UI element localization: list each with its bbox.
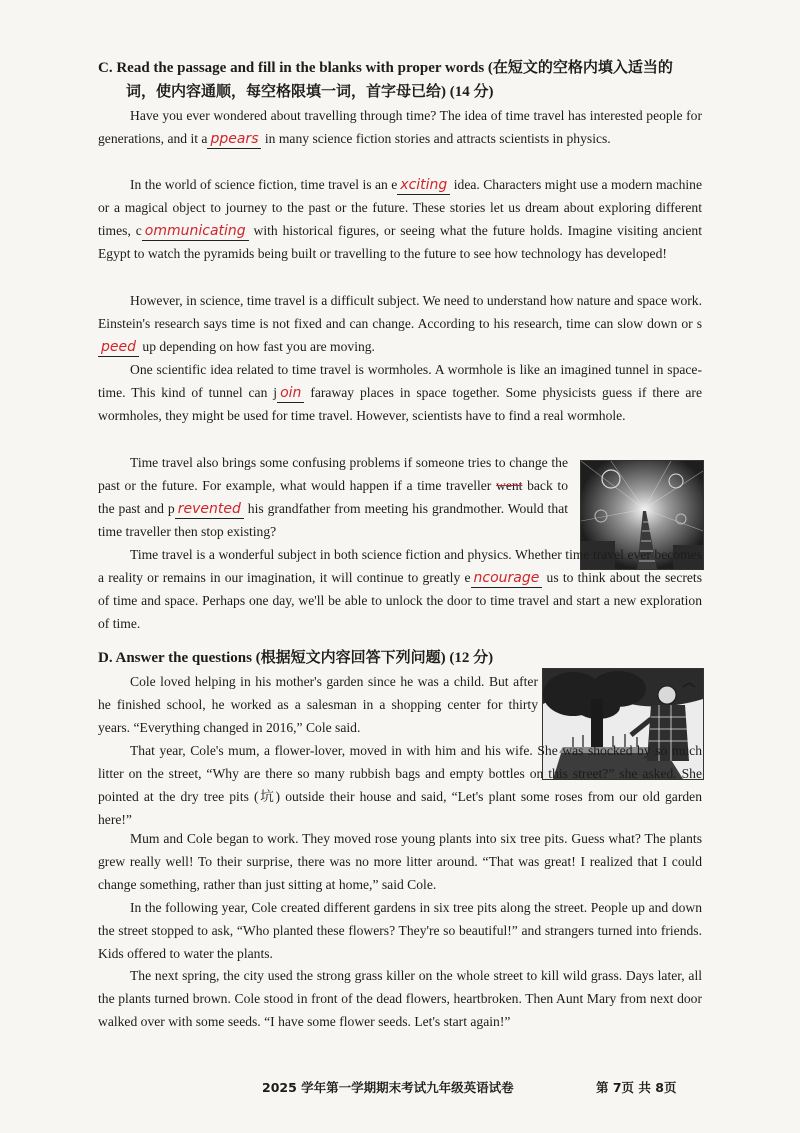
answer-blank-e1[interactable]: xciting [397,176,450,195]
exam-title: 2025 学年第一学期期末考试九年级英语试卷 [262,1080,514,1095]
passage-d-paragraph-4: In the following year, Cole created different gardens in six tree pits along the street. People up and down the street stopped to ask, “Who planted these flowers? They're so beautiful!” and strangers turned into friends. Kids offered to water the plants. [98,900,702,961]
answer-blank-p[interactable]: revented [175,500,244,519]
passage-d-paragraph-3: Mum and Cole began to work. They moved rose young plants into six tree pits. Guess what? The plants grew really well! To their surprise, there was no more litter around. “That was great! I realized that I could change something, rather than just sitting at home,” said Cole. [98,831,702,892]
text-run: idea. Characters might use a modern machine or a magical object to journey to the past or the future. These stories let us dream about exploring different times, c [98,177,702,238]
answer-blank-s[interactable]: peed [98,338,139,357]
passage-d-paragraph-2 [98,739,702,831]
passage-c-paragraph-5 [98,451,568,543]
text-run: back to the past and p [98,478,568,516]
text-run: Time travel also brings some confusing problems if someone tries to change the past or the future. For example, what would happen if a time traveller [98,455,568,493]
answer-blank-c[interactable]: ommunicating [142,222,249,241]
passage-c-paragraph-6 [98,543,702,635]
text-run: in many science fiction stories and attracts scientists in physics. [261,131,611,146]
section-c-heading [98,56,718,104]
text-run: with historical figures, or seeing what the future holds. Imagine visiting ancient Egypt to watch the pyramids being built or travelling to the future to see how technology has developed! [98,223,702,261]
text-run: Have you ever wondered about travelling through time? The idea of time travel has interested people for generations, and it a [98,108,702,146]
text-run: However, in science, time travel is a difficult subject. We need to understand how nature and space work. Einstein's research says time is not fixed and can change. According to his research, time can slow down or s [98,293,703,331]
page-number: 第 7页 共 8页 [596,1080,677,1095]
text-run: One scientific idea related to time travel is wormholes. A wormhole is like an imagined tunnel in space-time. This kind of tunnel can j [98,362,702,400]
text-run: That year, Cole's mum, a flower-lover, moved in with him and his wife. She was shocked by so much litter on the street, “Why are there so many rubbish bags and empty bottles on this street?” she asked. She pointed at the dry tree pits (坑) outside their house and said, “Let's plant some roses from our old garden here!” [98,743,702,827]
passage-d-paragraph-5: The next spring, the city used the strong grass killer on the whole street to kill wild grass. Days later, all the plants turned brown. Cole stood in front of the dead flowers, heartbroken. Then Aunt Mary from next door walked over with some seeds. “I have some flower seeds. Let's start again!” [98,968,702,1029]
text-run: faraway places in space together. Some physicists guess if there are wormholes, they might be used for time travel. However, scientists have to find a real wormhole. [98,385,702,423]
passage-d-paragraph-1: Cole loved helping in his mother's garden since he was a child. But after he finished school, he worked as a salesman in a shopping center for thirty years. “Everything changed in 2016,” Cole said. [98,674,538,735]
answer-blank-a[interactable]: ppears [207,130,261,149]
struck-word: went [496,478,523,493]
passage-c-paragraph-4 [98,358,702,427]
text-run: up depending on how fast you are moving. [139,339,375,354]
text-run: In the world of science fiction, time travel is an e [130,177,398,192]
passage-c-paragraph-1 [98,104,702,150]
passage-c-paragraph-3 [98,289,702,358]
answer-blank-e2[interactable]: ncourage [471,569,543,588]
text-run: us to think about the secrets of time and space. Perhaps one day, we'll be able to unlock the door to time travel and start a new exploration of time. [98,570,702,631]
text-run: his grandfather from meeting his grandmother. Would that time traveller then stop existing? [98,501,568,539]
passage-c-paragraph-2 [98,173,702,265]
section-c-heading-line1: C. Read the passage and fill in the blanks with proper words (在短文的空格内填入适当的 [98,60,673,76]
text-run: Time travel is a wonderful subject in both science fiction and physics. Whether time travel ever becomes a reality or remains in our imagination, it will continue to greatly e [98,547,702,585]
section-c-heading-line2: 词，使内容通顺，每空格限填一词，首字母已给) (14 分) [126,84,494,100]
answer-blank-j[interactable]: oin [277,384,304,403]
section-d-heading: D. Answer the questions (根据短文内容回答下列问题) (12 分) [98,650,494,666]
